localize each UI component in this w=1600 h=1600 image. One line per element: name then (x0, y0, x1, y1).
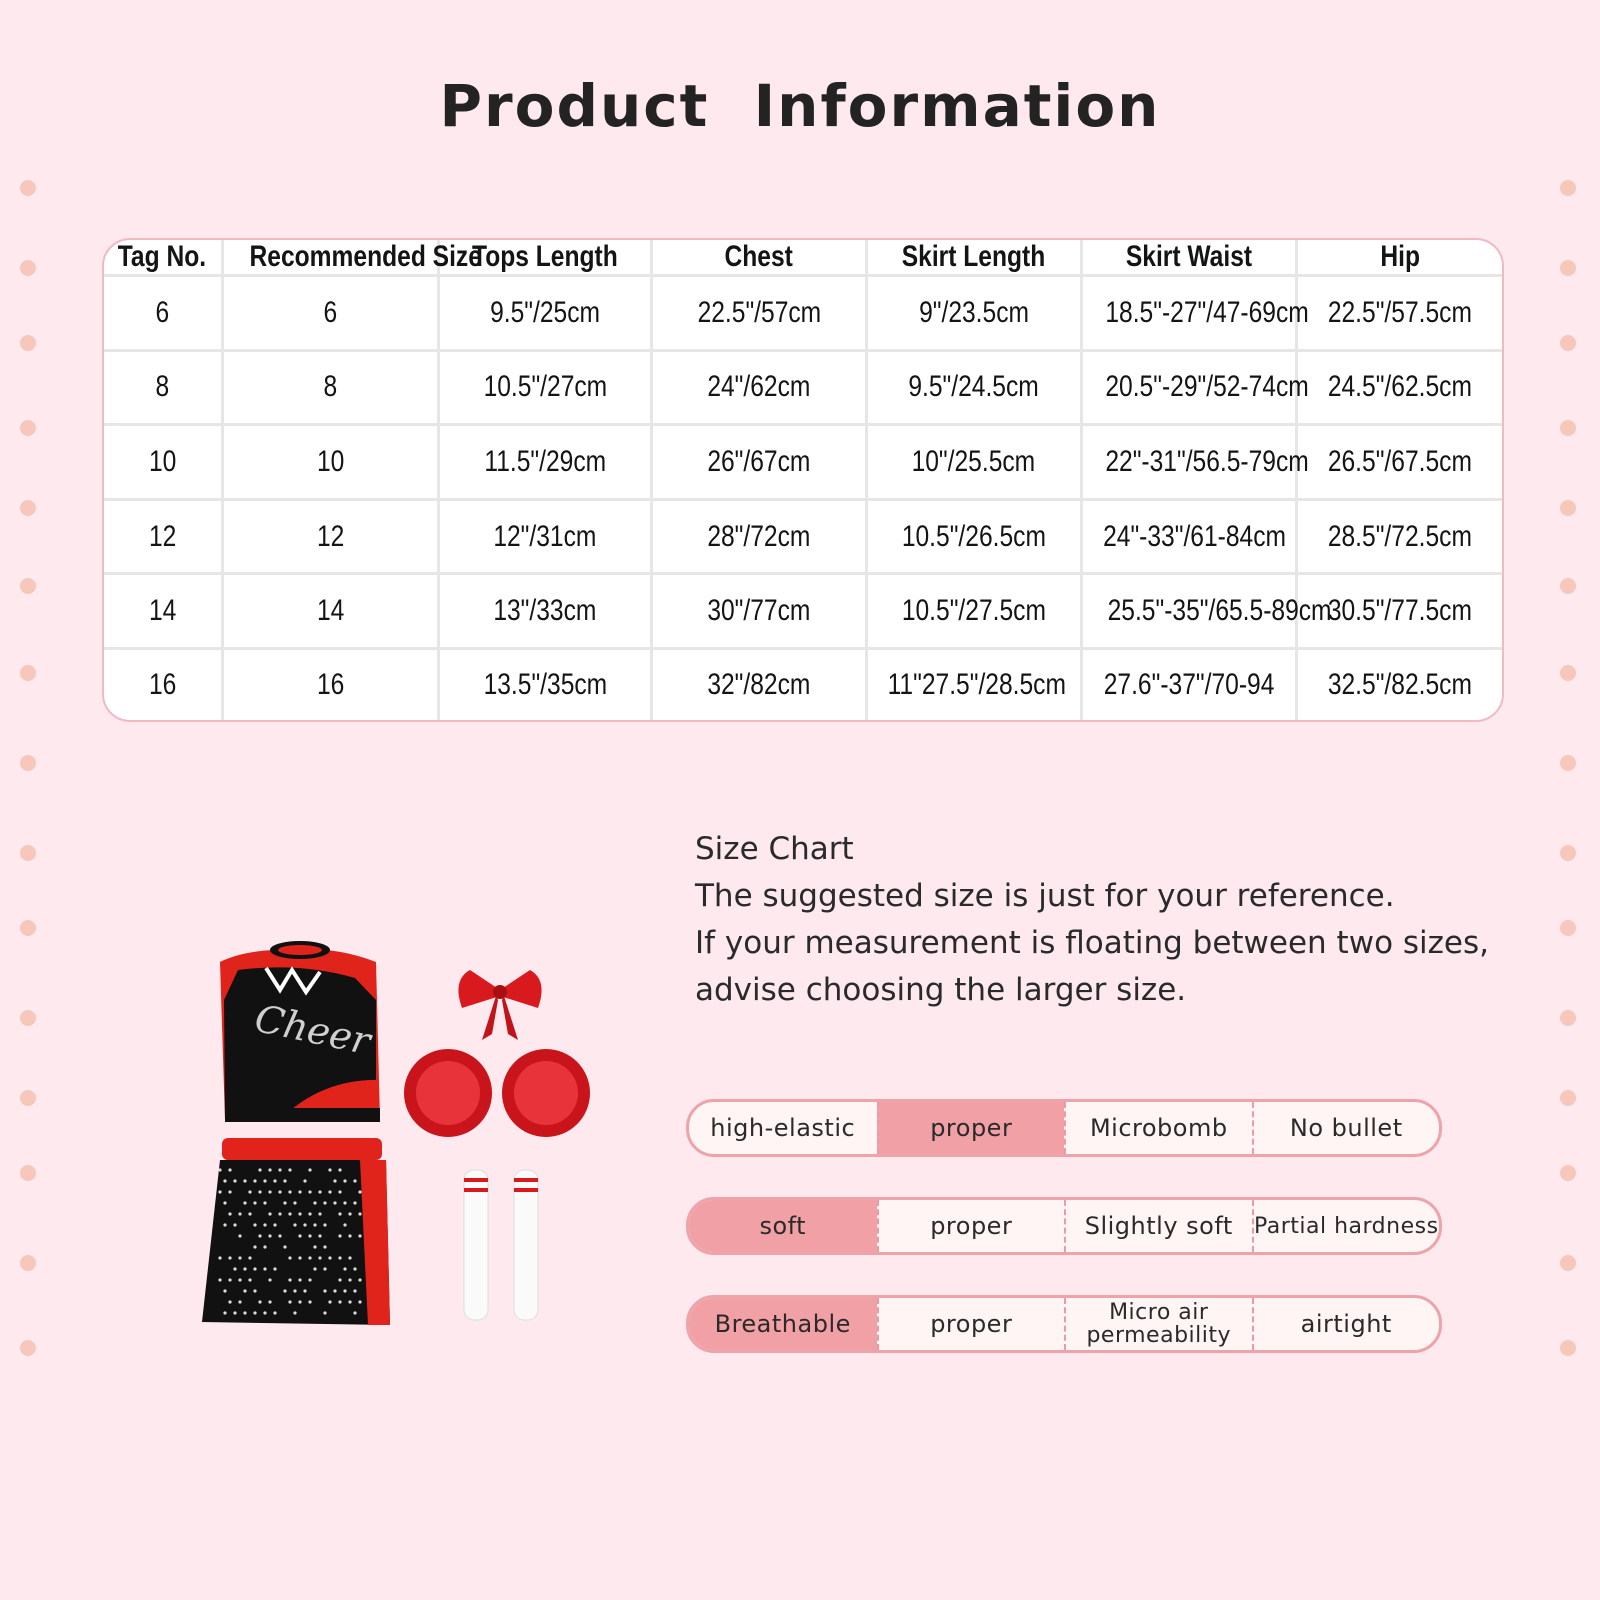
decorative-dot (1560, 755, 1576, 771)
decorative-dot (20, 1340, 36, 1356)
size-note-line: If your measurement is floating between two sizes, (695, 925, 1489, 961)
decorative-dot (20, 920, 36, 936)
decorative-dot (20, 845, 36, 861)
table-cell: 11.5"/29cm (438, 425, 651, 500)
size-chart-heading: Size Chart (695, 831, 854, 867)
scale-option: Slightly soft (1064, 1200, 1252, 1252)
decorative-dot (20, 665, 36, 681)
column-header: Recommended Size (222, 240, 438, 276)
table-cell: 30.5"/77.5cm (1297, 574, 1502, 649)
table-cell: 13.5"/35cm (438, 648, 651, 720)
column-header: Hip (1297, 240, 1502, 276)
table-cell: 12 (222, 499, 438, 574)
size-table (104, 240, 1502, 720)
table-cell: 14 (222, 574, 438, 649)
decorative-dot (1560, 500, 1576, 516)
table-cell: 28.5"/72.5cm (1297, 499, 1502, 574)
left-dot-decoration (20, 0, 40, 1600)
table-cell: 27.6"-37"/70-94 (1081, 648, 1296, 720)
scale-option: high-elastic (710, 1114, 856, 1142)
table-cell: 6 (222, 276, 438, 351)
decorative-dot (1560, 665, 1576, 681)
column-header: Skirt Length (866, 240, 1081, 276)
table-row (104, 425, 1502, 500)
table-cell: 10.5"/27cm (438, 350, 651, 425)
scale-option: Micro air permeability (1064, 1298, 1252, 1350)
table-cell: 32.5"/82.5cm (1297, 648, 1502, 720)
decorative-dot (1560, 1340, 1576, 1356)
table-cell: 14 (104, 574, 222, 649)
skirt (202, 1138, 390, 1325)
decorative-dot (20, 180, 36, 196)
table-cell: 25.5"-35"/65.5-89cm (1081, 574, 1296, 649)
softness-scale (686, 1197, 1440, 1253)
decorative-dot (1560, 920, 1576, 936)
page-title: Product Information (439, 72, 1161, 140)
scale-option: Microbomb (1064, 1102, 1252, 1154)
decorative-dot (20, 335, 36, 351)
decorative-dot (20, 1165, 36, 1181)
table-cell: 30"/77cm (652, 574, 866, 649)
table-cell: 24"/62cm (652, 350, 866, 425)
table-row (104, 574, 1502, 649)
table-cell: 10.5"/27.5cm (866, 574, 1081, 649)
table-cell: 32"/82cm (652, 648, 866, 720)
column-header: Tops Length (438, 240, 651, 276)
scale-option: Partial hardness (1252, 1200, 1440, 1252)
table-cell: 8 (104, 350, 222, 425)
size-notes (695, 826, 1515, 1014)
decorative-dot (20, 578, 36, 594)
table-cell: 22"-31"/56.5-79cm (1081, 425, 1296, 500)
decorative-dot (1560, 420, 1576, 436)
decorative-dot (1560, 1255, 1576, 1271)
decorative-dot (20, 1010, 36, 1026)
hair-bow (458, 970, 541, 1040)
size-note-line: advise choosing the larger size. (695, 972, 1187, 1008)
table-cell: 20.5"-29"/52-74cm (1081, 350, 1296, 425)
table-cell: 16 (104, 648, 222, 720)
size-note-line: The suggested size is just for your reference. (695, 878, 1395, 914)
decorative-dot (1560, 1090, 1576, 1106)
table-cell: 10 (222, 425, 438, 500)
table-cell: 18.5"-27"/47-69cm (1081, 276, 1296, 351)
table-cell: 24.5"/62.5cm (1297, 350, 1502, 425)
decorative-dot (20, 500, 36, 516)
table-cell: 9.5"/25cm (438, 276, 651, 351)
size-table-container (102, 238, 1504, 722)
right-dot-decoration (1560, 0, 1580, 1600)
column-header: Tag No. (104, 240, 222, 276)
table-cell: 9"/23.5cm (866, 276, 1081, 351)
table-cell: 10.5"/26.5cm (866, 499, 1081, 574)
decorative-dot (20, 1255, 36, 1271)
scale-option: soft (689, 1200, 877, 1252)
column-header: Chest (652, 240, 866, 276)
socks (464, 1170, 538, 1320)
table-cell: 12 (104, 499, 222, 574)
decorative-dot (1560, 260, 1576, 276)
scale-option: proper (877, 1298, 1065, 1350)
column-header: Skirt Waist (1081, 240, 1296, 276)
decorative-dot (1560, 335, 1576, 351)
crop-top (220, 941, 380, 1122)
scale-option: No bullet (1252, 1102, 1440, 1154)
table-cell: 8 (222, 350, 438, 425)
decorative-dot (20, 755, 36, 771)
table-cell: 22.5"/57cm (652, 276, 866, 351)
decorative-dot (20, 260, 36, 276)
table-cell: 26.5"/67.5cm (1297, 425, 1502, 500)
table-cell: 28"/72cm (652, 499, 866, 574)
table-cell: 10 (104, 425, 222, 500)
table-cell: 11"27.5"/28.5cm (866, 648, 1081, 720)
size-table-body (104, 276, 1502, 721)
scale-option: proper (877, 1102, 1065, 1154)
decorative-dot (20, 1090, 36, 1106)
table-row (104, 350, 1502, 425)
scale-option: airtight (1252, 1298, 1440, 1350)
cheerleader-outfit-image (180, 930, 620, 1370)
table-row (104, 648, 1502, 720)
scale-option: proper (877, 1200, 1065, 1252)
table-row (104, 499, 1502, 574)
decorative-dot (1560, 1165, 1576, 1181)
decorative-dot (20, 420, 36, 436)
table-cell: 12"/31cm (438, 499, 651, 574)
table-cell: 9.5"/24.5cm (866, 350, 1081, 425)
table-row (104, 276, 1502, 351)
table-cell: 6 (104, 276, 222, 351)
table-header-row (104, 240, 1502, 276)
decorative-dot (1560, 1010, 1576, 1026)
table-cell: 10"/25.5cm (866, 425, 1081, 500)
breathability-scale (686, 1295, 1440, 1351)
table-cell: 24"-33"/61-84cm (1081, 499, 1296, 574)
table-cell: 26"/67cm (652, 425, 866, 500)
cheer-print: Cheer (251, 995, 375, 1064)
decorative-dot (1560, 180, 1576, 196)
table-cell: 16 (222, 648, 438, 720)
decorative-dot (1560, 578, 1576, 594)
table-cell: 13"/33cm (438, 574, 651, 649)
table-cell: 22.5"/57.5cm (1297, 276, 1502, 351)
scale-option: Breathable (689, 1298, 877, 1350)
decorative-dot (1560, 845, 1576, 861)
elasticity-scale (686, 1099, 1440, 1155)
pom-poms (404, 1049, 590, 1137)
